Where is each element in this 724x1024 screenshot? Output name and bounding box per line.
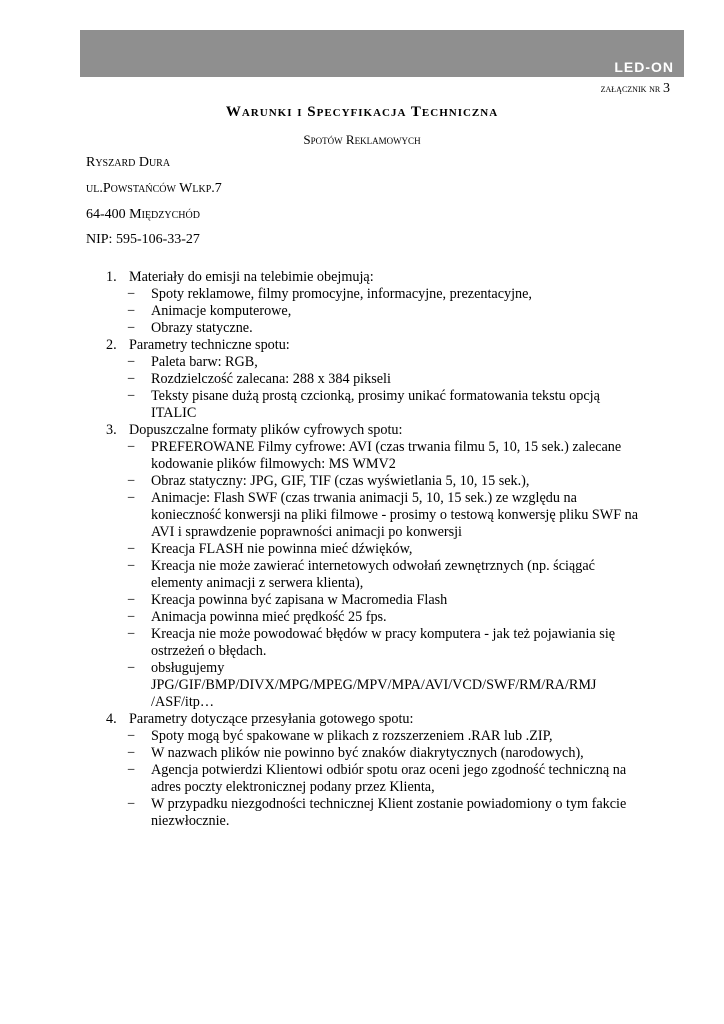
bullet-text: W nazwach plików nie powinno być znaków diakrytycznych (narodowych), <box>151 745 584 761</box>
specification-list <box>106 269 646 830</box>
dash-bullet-icon: − <box>127 609 136 625</box>
bullet-text: Animacje: Flash SWF (czas trwania animacji 5, 10, 15 sek.) ze względu na konieczność konwersji na pliki filmowe - prosimy o testową konwersję pliku SWF na AVI i sprawdzenie poprawności animacji po konwersji <box>151 490 639 540</box>
dash-bullet-icon: − <box>127 558 136 574</box>
bullet-text: Animacja powinna mieć prędkość 25 fps. <box>151 609 387 625</box>
bullet-item <box>106 728 646 745</box>
dash-bullet-icon: − <box>127 728 136 744</box>
dash-bullet-icon: − <box>127 320 136 336</box>
bullet-item <box>106 609 646 626</box>
section-item <box>106 337 646 354</box>
dash-bullet-icon: − <box>127 796 136 812</box>
bullet-item <box>106 558 646 592</box>
address-city: 64-400 Międzychód <box>86 207 200 222</box>
bullet-text: Obraz statyczny: JPG, GIF, TIF (czas wyświetlania 5, 10, 15 sek.), <box>151 473 530 489</box>
section-title: Dopuszczalne formaty plików cyfrowych spotu: <box>129 422 403 438</box>
address-nip: NIP: 595-106-33-27 <box>86 232 200 247</box>
section-item <box>106 269 646 286</box>
bullet-text: Kreacja nie może powodować błędów w pracy komputera - jak też pojawiania się ostrzeżeń o błędach. <box>151 626 616 659</box>
bullet-text: Teksty pisane dużą prostą czcionką, prosimy unikać formatowania tekstu opcją ITALIC <box>151 388 600 421</box>
attachment-number: 3 <box>663 81 670 96</box>
bullet-text: Kreacja nie może zawierać internetowych odwołań zewnętrznych (np. ściągać elementy animacji z serwera klienta), <box>151 558 595 591</box>
bullet-text: Obrazy statyczne. <box>151 320 253 336</box>
dash-bullet-icon: − <box>127 745 136 761</box>
document-subtitle: Spotów Reklamowych <box>303 132 421 147</box>
attachment-label <box>490 81 670 97</box>
bullet-text: Paleta barw: RGB, <box>151 354 258 370</box>
dash-bullet-icon: − <box>127 541 136 557</box>
bullet-item <box>106 473 646 490</box>
bullet-item <box>106 354 646 371</box>
document-title: Warunki i Specyfikacja Techniczna <box>225 104 499 120</box>
section-title: Materiały do emisji na telebimie obejmują: <box>129 269 374 285</box>
dash-bullet-icon: − <box>127 626 136 642</box>
bullet-text: Spoty mogą być spakowane w plikach z rozszerzeniem .RAR lub .ZIP, <box>151 728 553 744</box>
bullet-text: Agencja potwierdzi Klientowi odbiór spotu oraz oceni jego zgodność techniczną na adres poczty elektronicznej podany przez Klienta, <box>151 762 627 795</box>
bullet-text: obsługujemy JPG/GIF/BMP/DIVX/MPG/MPEG/MPV/MPA/AVI/VCD/SWF/RM/RA/RMJ /ASF/itp… <box>151 660 597 710</box>
dash-bullet-icon: − <box>127 490 136 506</box>
bullet-item <box>106 371 646 388</box>
header-bar <box>80 30 684 77</box>
bullet-item <box>106 286 646 303</box>
attachment-text: załącznik nr <box>600 83 661 95</box>
bullet-text: PREFEROWANE Filmy cyfrowe: AVI (czas trwania filmu 5, 10, 15 sek.) zalecane kodowanie plików filmowych: MS WMV2 <box>151 439 622 472</box>
section-item <box>106 711 646 728</box>
dash-bullet-icon: − <box>127 473 136 489</box>
bullet-text: Animacje komputerowe, <box>151 303 292 319</box>
bullet-text: Rozdzielczość zalecana: 288 x 384 pikseli <box>151 371 391 387</box>
bullet-item <box>106 762 646 796</box>
dash-bullet-icon: − <box>127 371 136 387</box>
bullet-item <box>106 439 646 473</box>
bullet-item <box>106 490 646 541</box>
address-name: Ryszard Dura <box>86 155 171 170</box>
bullet-item <box>106 626 646 660</box>
company-logo: LED-ON <box>614 59 674 75</box>
bullet-item <box>106 303 646 320</box>
dash-bullet-icon: − <box>127 388 136 404</box>
dash-bullet-icon: − <box>127 303 136 319</box>
section-item <box>106 422 646 439</box>
section-title: Parametry dotyczące przesyłania gotowego spotu: <box>129 711 414 727</box>
section-number: 3. <box>106 422 117 438</box>
bullet-item <box>106 541 646 558</box>
dash-bullet-icon: − <box>127 286 136 302</box>
dash-bullet-icon: − <box>127 762 136 778</box>
bullet-item <box>106 320 646 337</box>
section-title: Parametry techniczne spotu: <box>129 337 290 353</box>
bullet-item <box>106 388 646 422</box>
bullet-text: Kreacja FLASH nie powinna mieć dźwięków, <box>151 541 413 557</box>
bullet-text: Spoty reklamowe, filmy promocyjne, informacyjne, prezentacyjne, <box>151 286 532 302</box>
bullet-text: Kreacja powinna być zapisana w Macromedia Flash <box>151 592 448 608</box>
address-street: ul.Powstańców Wlkp.7 <box>86 181 222 196</box>
section-number: 2. <box>106 337 117 353</box>
bullet-item <box>106 660 646 711</box>
bullet-item <box>106 592 646 609</box>
bullet-item <box>106 745 646 762</box>
dash-bullet-icon: − <box>127 439 136 455</box>
dash-bullet-icon: − <box>127 660 136 676</box>
dash-bullet-icon: − <box>127 592 136 608</box>
bullet-text: W przypadku niezgodności technicznej Klient zostanie powiadomiony o tym fakcie niezwłocznie. <box>151 796 627 829</box>
dash-bullet-icon: − <box>127 354 136 370</box>
section-number: 1. <box>106 269 117 285</box>
bullet-item <box>106 796 646 830</box>
section-number: 4. <box>106 711 117 727</box>
